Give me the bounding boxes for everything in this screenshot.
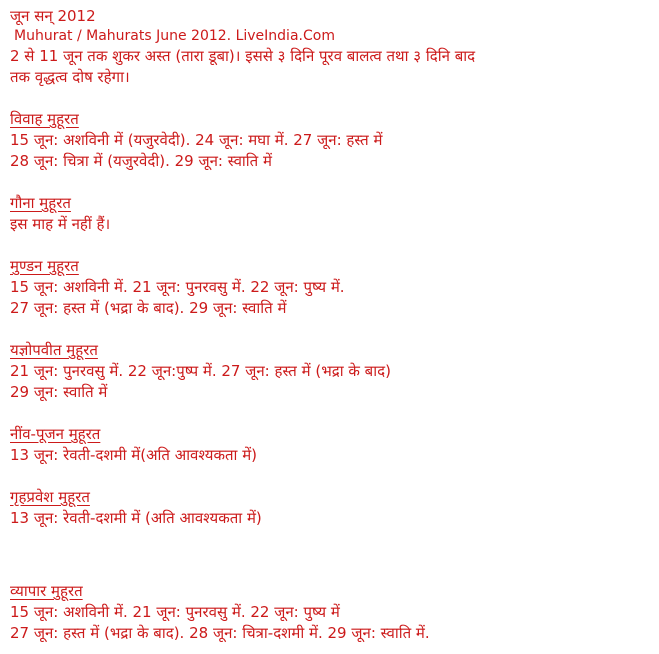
section-vivah	[10, 109, 659, 172]
section-line: 27 जून: हस्त में (भद्रा के बाद). 28 जून: चित्रा-दशमी में. 29 जून: स्वाति में.	[10, 624, 430, 642]
section-yagyopavit	[10, 340, 659, 403]
section-line: 29 जून: स्वाति में	[10, 383, 108, 401]
section-neev-pujan	[10, 424, 659, 466]
section-heading: मुण्डन मुहूरत	[10, 257, 79, 275]
page-title: जून सन् 2012	[10, 7, 96, 25]
section-line: 21 जून: पुनरवसु में. 22 जून:पुष्प में. 27 जून: हस्त में (भद्रा के बाद)	[10, 362, 391, 380]
section-line: 28 जून: चित्रा में (यजुरवेदी). 29 जून: स्वाति में	[10, 152, 272, 170]
section-line: 15 जून: अशविनी में. 21 जून: पुनरवसु में. 22 जून: पुष्य में	[10, 603, 340, 621]
section-heading: व्यापार मुहूरत	[10, 582, 83, 600]
section-line: 27 जून: हस्त में (भद्रा के बाद). 29 जून: स्वाति में	[10, 299, 287, 317]
section-heading: गृहप्रवेश मुहूरत	[10, 488, 90, 506]
section-vyapar	[10, 581, 659, 644]
section-heading: विवाह मुहूरत	[10, 110, 79, 128]
section-line: 13 जून: रेवती-दशमी में (अति आवश्यकता में)	[10, 509, 262, 527]
section-mundan	[10, 256, 659, 319]
section-line: इस माह में नहीं हैं।	[10, 215, 111, 233]
section-heading: यज्ञोपवीत मुहूरत	[10, 341, 98, 359]
page-subtitle: Muhurat / Mahurats June 2012. LiveIndia.Com	[14, 28, 335, 44]
section-grihapravesh	[10, 487, 659, 529]
section-line: 15 जून: अशविनी में (यजुरवेदी). 24 जून: मघा में. 27 जून: हस्त में	[10, 131, 383, 149]
intro-line-2: तक वृद्धत्व दोष रहेगा।	[10, 68, 130, 86]
section-heading: गौना मुहूरत	[10, 194, 71, 212]
section-gauna	[10, 193, 659, 235]
intro-line-1: 2 से 11 जून तक शुकर अस्त (तारा डूबा)। इससे ३ दिनि पूरव बालत्व तथा ३ दिनि बाद	[10, 47, 476, 65]
section-line: 13 जून: रेवती-दशमी में(अति आवश्यकता में)	[10, 446, 258, 464]
section-line: 15 जून: अशविनी में. 21 जून: पुनरवसु में. 22 जून: पुष्य में.	[10, 278, 345, 296]
section-heading: नींव-पूजन मुहूरत	[10, 425, 101, 443]
